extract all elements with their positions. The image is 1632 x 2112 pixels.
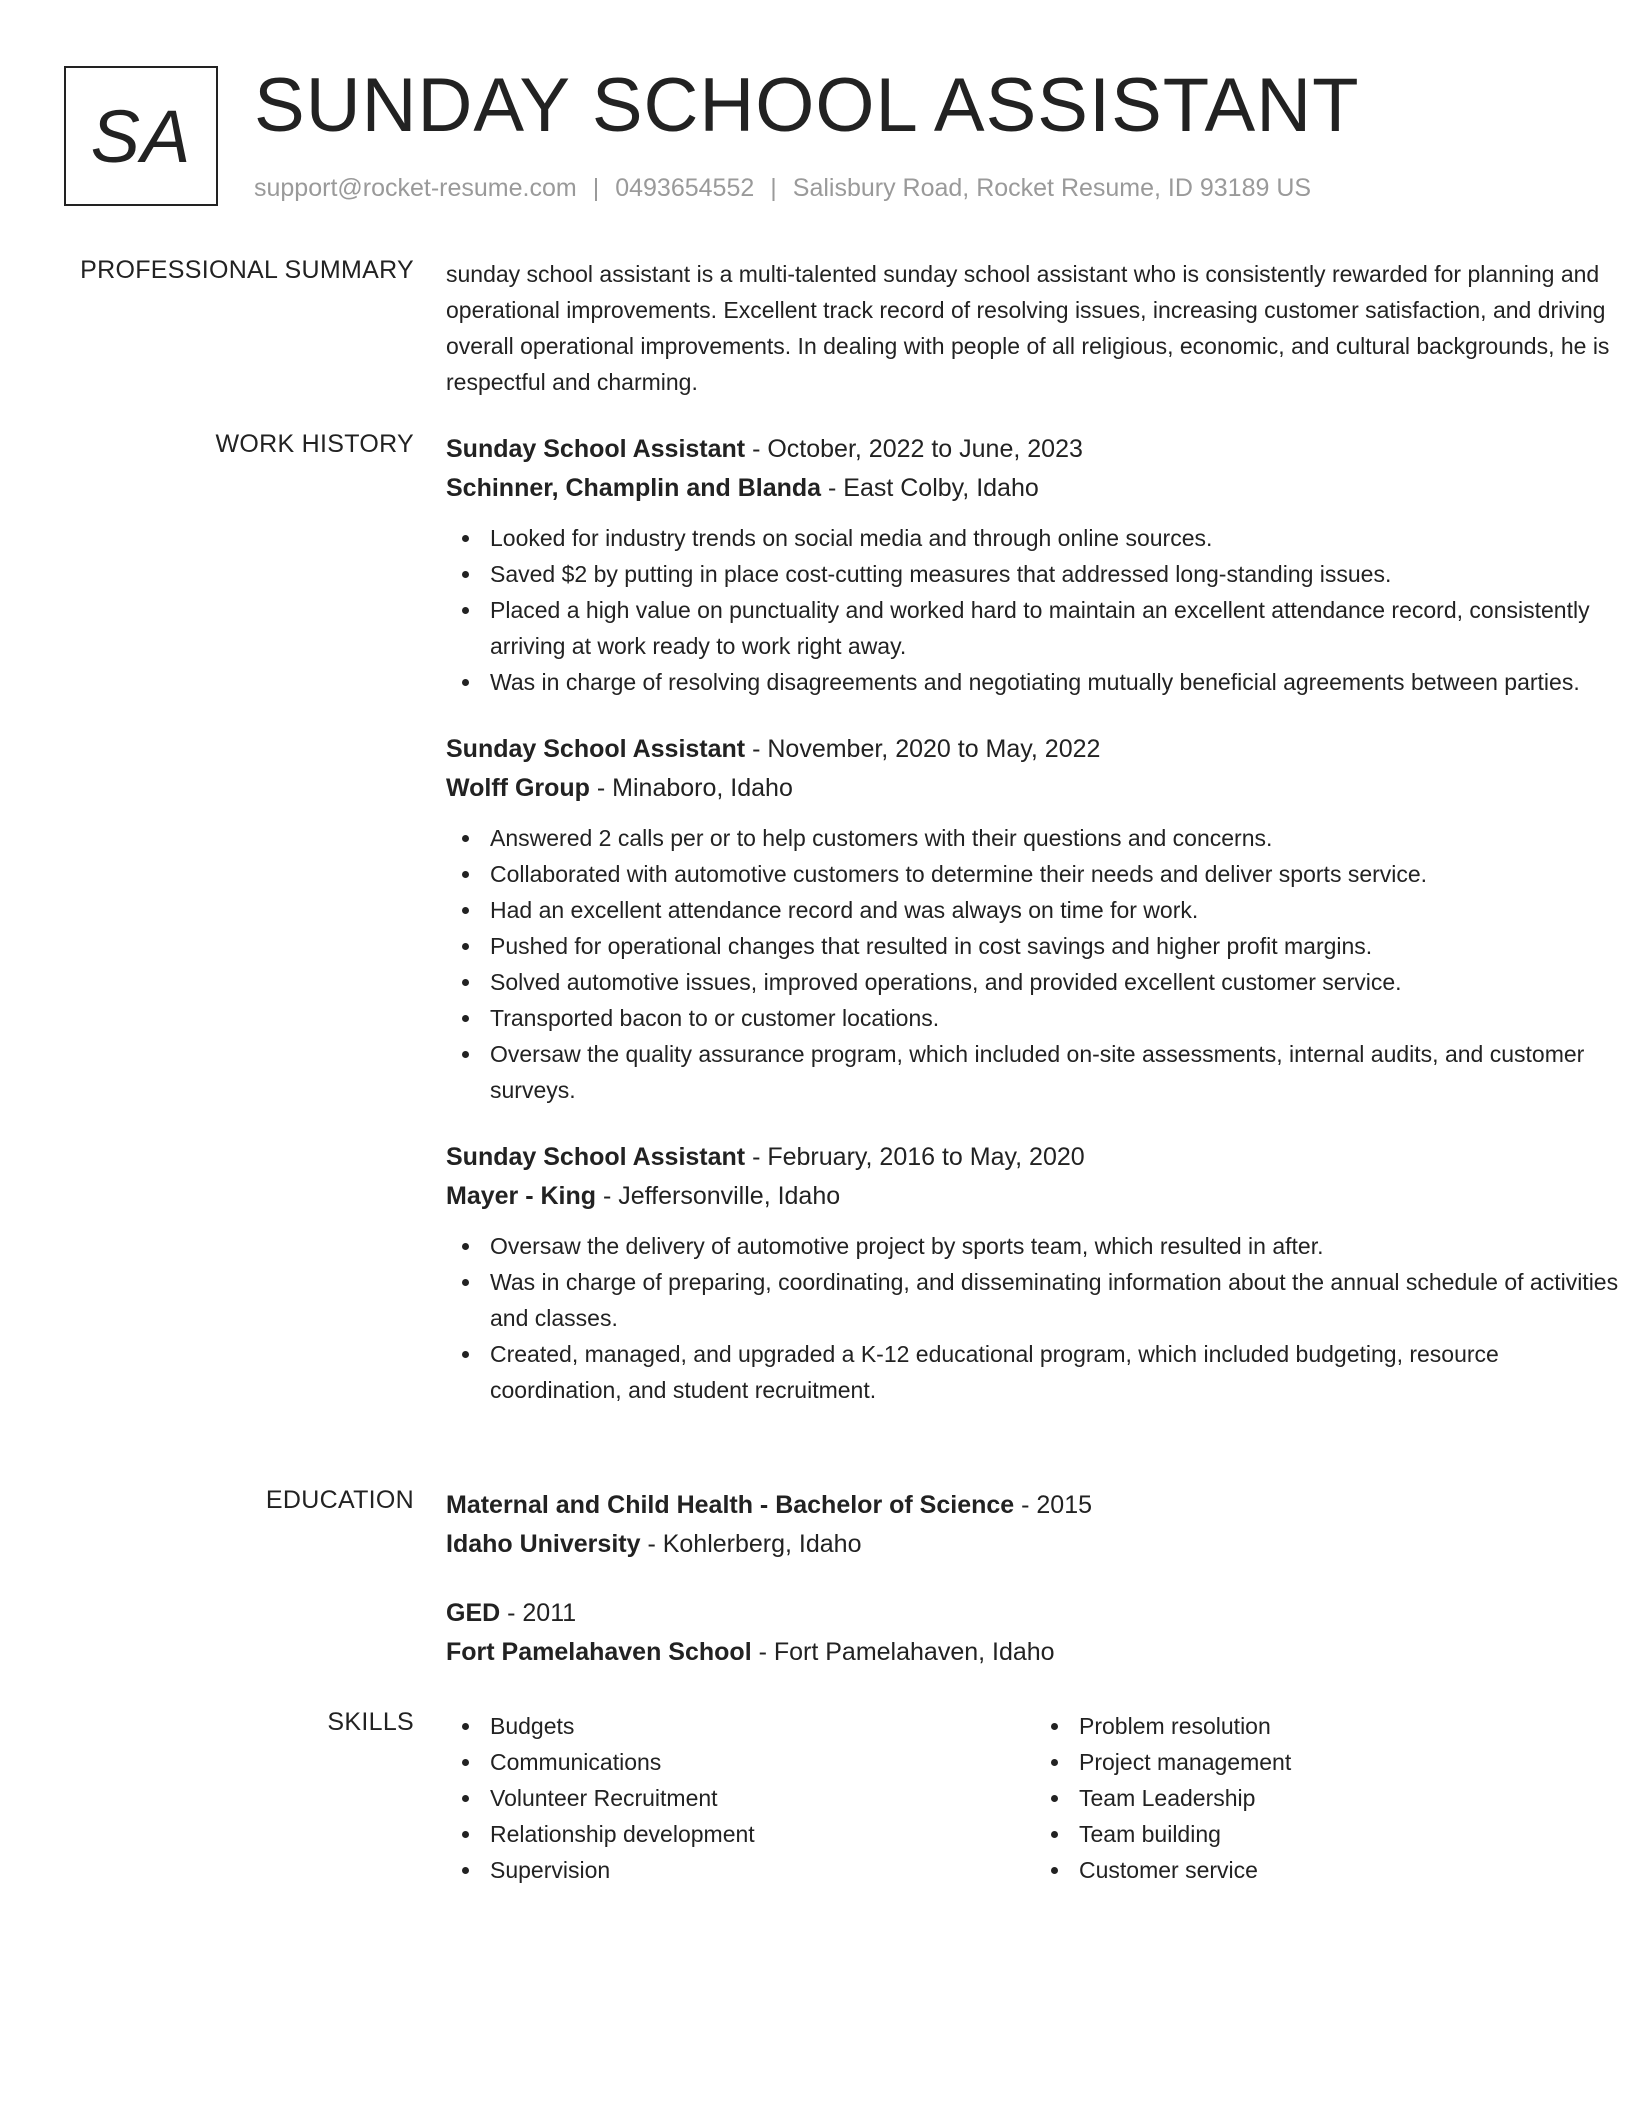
job-entry <box>446 1138 1626 1408</box>
skill-item: Volunteer Recruitment <box>490 1780 1035 1816</box>
job-entry <box>446 730 1626 1108</box>
contact-phone[interactable]: 0493654552 <box>615 174 755 202</box>
job-company: Schinner, Champlin and Blanda <box>446 474 822 502</box>
job-location: - East Colby, Idaho <box>821 474 1039 502</box>
job-company-line <box>446 1177 1626 1216</box>
section-label-education: EDUCATION <box>265 1486 414 1514</box>
job-location: - Minaboro, Idaho <box>589 774 793 802</box>
skills-column-right <box>1035 1708 1624 1888</box>
job-dates: - November, 2020 to May, 2022 <box>745 735 1101 763</box>
job-bullet: Was in charge of preparing, coordinating, and disseminating information about the annual schedule of activities and classes. <box>490 1264 1626 1336</box>
skill-item: Relationship development <box>490 1816 1035 1852</box>
job-bullet: Oversaw the delivery of automotive project by sports team, which resulted in after. <box>490 1228 1626 1264</box>
section-label-skills: SKILLS <box>327 1708 414 1736</box>
job-bullets <box>446 820 1626 1108</box>
education-degree-line <box>446 1486 1626 1525</box>
monogram-badge: SA <box>64 66 218 206</box>
job-bullet: Answered 2 calls per or to help customers with their questions and concerns. <box>490 820 1626 856</box>
job-bullets <box>446 520 1626 700</box>
contact-line <box>254 174 1311 203</box>
job-title-line <box>446 430 1626 469</box>
job-bullet: Created, managed, and upgraded a K-12 educational program, which included budgeting, resource coordination, and student recruitment. <box>490 1336 1626 1408</box>
skills-column-left <box>446 1708 1035 1888</box>
contact-separator: | <box>592 174 600 202</box>
resume-header <box>64 63 1564 216</box>
job-title: Sunday School Assistant <box>446 735 746 763</box>
education-year: - 2015 <box>1014 1491 1093 1519</box>
education-school: Idaho University <box>446 1530 641 1558</box>
summary-text: sunday school assistant is a multi-talented sunday school assistant who is consistently rewarded for planning and operational improvements. Excellent track record of resolving issues, increasing customer satisfaction, and driving overall operational improvements. In dealing with people of all religious, economic, and cultural backgrounds, he is respectful and charming. <box>446 261 1610 395</box>
education-list <box>446 1486 1626 1702</box>
work-history-list <box>446 430 1626 1438</box>
job-bullet: Transported bacon to or customer locations. <box>490 1000 1626 1036</box>
skill-item: Team building <box>1079 1816 1624 1852</box>
section-label-summary: PROFESSIONAL SUMMARY <box>80 256 414 284</box>
job-bullets <box>446 1228 1626 1408</box>
job-company-line <box>446 769 1626 808</box>
contact-address: Salisbury Road, Rocket Resume, ID 93189 US <box>792 174 1312 202</box>
job-title: Sunday School Assistant <box>446 1143 746 1171</box>
job-title-line <box>446 730 1626 769</box>
education-entry <box>446 1486 1626 1564</box>
job-bullet: Oversaw the quality assurance program, which included on-site assessments, internal audits, and customer surveys. <box>490 1036 1626 1108</box>
skill-item: Supervision <box>490 1852 1035 1888</box>
job-company: Wolff Group <box>446 774 590 802</box>
job-company-line <box>446 469 1626 508</box>
job-bullet: Collaborated with automotive customers to determine their needs and deliver sports service. <box>490 856 1626 892</box>
job-dates: - February, 2016 to May, 2020 <box>745 1143 1085 1171</box>
job-bullet: Was in charge of resolving disagreements and negotiating mutually beneficial agreements between parties. <box>490 664 1626 700</box>
job-bullet: Had an excellent attendance record and was always on time for work. <box>490 892 1626 928</box>
skill-item: Communications <box>490 1744 1035 1780</box>
section-label-work-history: WORK HISTORY <box>215 430 414 458</box>
job-entry <box>446 430 1626 700</box>
contact-separator: | <box>770 174 777 202</box>
education-entry <box>446 1594 1626 1672</box>
education-location: - Fort Pamelahaven, Idaho <box>751 1638 1055 1666</box>
job-title-line <box>446 1138 1626 1177</box>
candidate-name: SUNDAY SCHOOL ASSISTANT <box>254 63 1360 148</box>
job-bullet: Pushed for operational changes that resulted in cost savings and higher profit margins. <box>490 928 1626 964</box>
skills-list <box>446 1708 1626 1888</box>
job-bullet: Solved automotive issues, improved operations, and provided excellent customer service. <box>490 964 1626 1000</box>
job-bullet: Looked for industry trends on social media and through online sources. <box>490 520 1626 556</box>
job-title: Sunday School Assistant <box>446 435 746 463</box>
skills-columns <box>446 1708 1626 1888</box>
skill-item: Team Leadership <box>1079 1780 1624 1816</box>
skill-item: Customer service <box>1079 1852 1624 1888</box>
job-dates: - October, 2022 to June, 2023 <box>745 435 1083 463</box>
contact-email[interactable]: support@rocket-resume.com <box>254 174 577 202</box>
job-company: Mayer - King <box>446 1182 597 1210</box>
skill-item: Budgets <box>490 1708 1035 1744</box>
education-year: - 2011 <box>500 1599 577 1627</box>
education-location: - Kohlerberg, Idaho <box>640 1530 862 1558</box>
job-location: - Jeffersonville, Idaho <box>596 1182 841 1210</box>
skill-item: Problem resolution <box>1079 1708 1624 1744</box>
job-bullet: Placed a high value on punctuality and worked hard to maintain an excellent attendance record, consistently arriving at work ready to work right away. <box>490 592 1626 664</box>
skill-item: Project management <box>1079 1744 1624 1780</box>
education-school: Fort Pamelahaven School <box>446 1638 752 1666</box>
education-degree: Maternal and Child Health - Bachelor of Science <box>446 1491 1015 1519</box>
education-degree-line <box>446 1594 1626 1633</box>
education-school-line <box>446 1633 1626 1672</box>
education-degree: GED <box>446 1599 501 1627</box>
education-school-line <box>446 1525 1626 1564</box>
job-bullet: Saved $2 by putting in place cost-cutting measures that addressed long-standing issues. <box>490 556 1626 592</box>
